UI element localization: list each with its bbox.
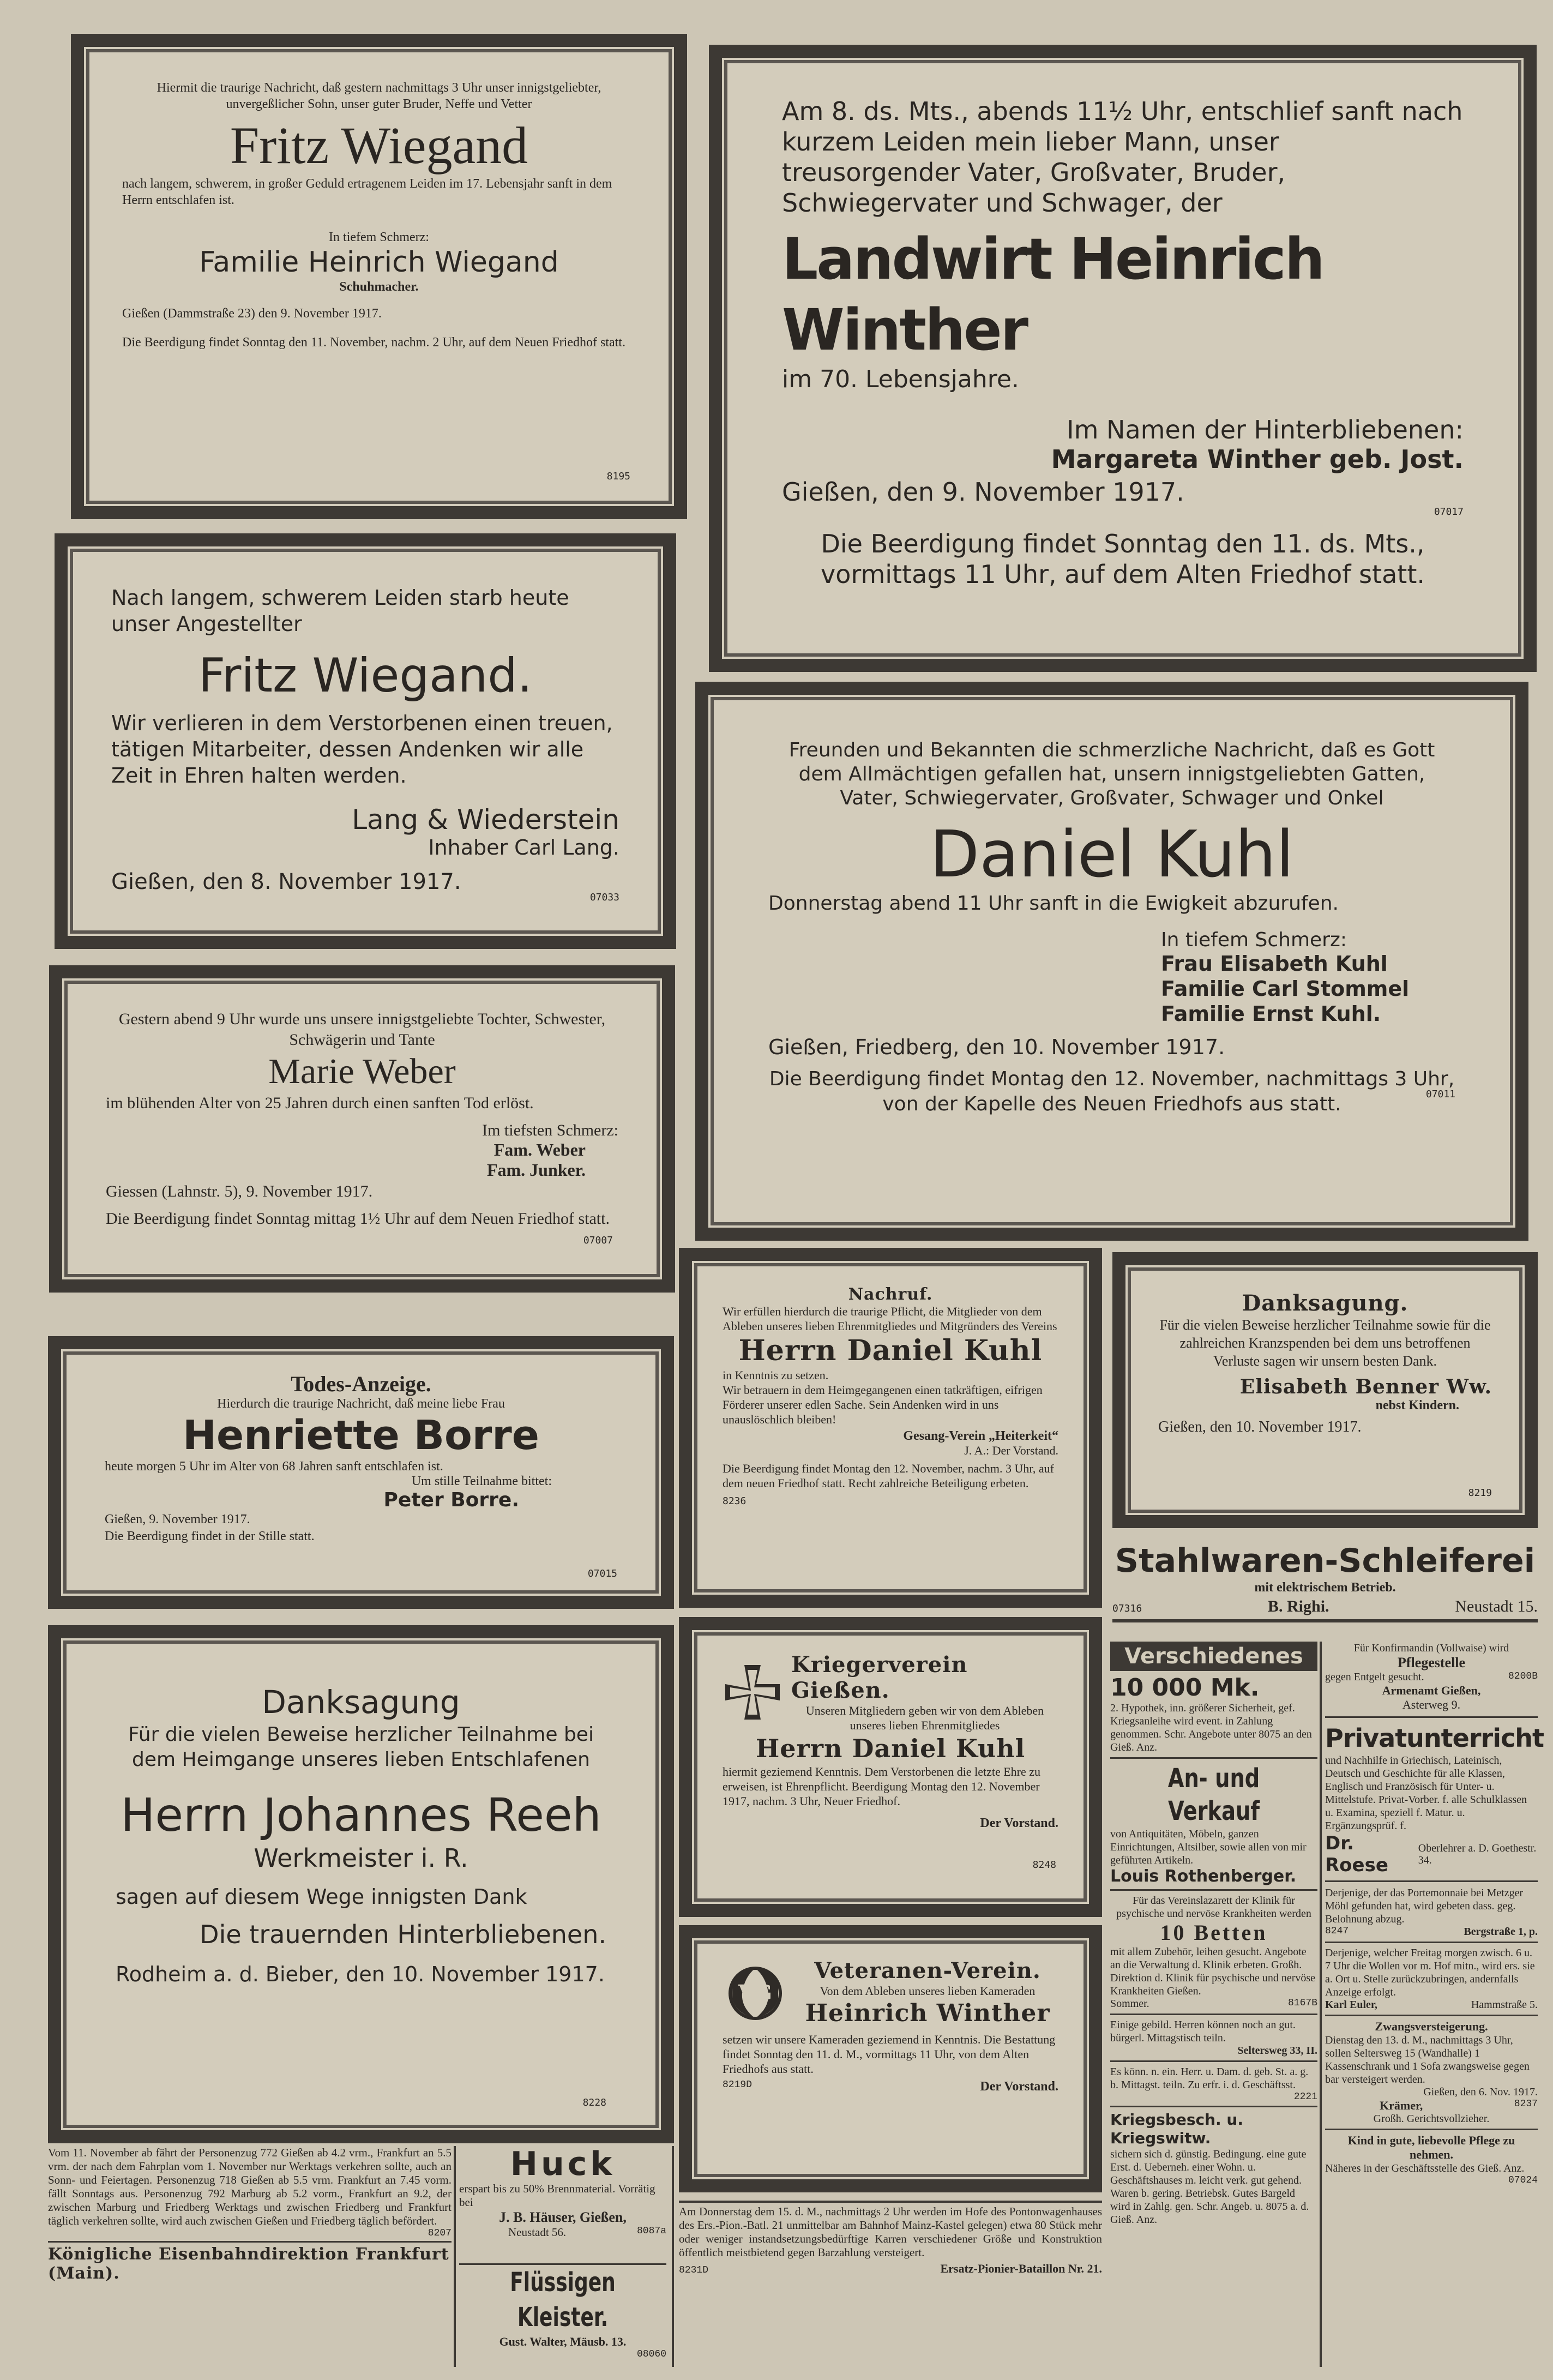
dame-code: 2221 — [1293, 2091, 1317, 2102]
place-date: Gießen, 9. November 1917. — [105, 1512, 250, 1526]
thanks-johannes-reeh — [48, 1625, 674, 2143]
body-text: Für die vielen Beweise herzlicher Teilnahme sowie für die zahlreichen Kranzspenden bei dem uns betroffenen Verluste sagen wir unsern besten Dank. — [1159, 1317, 1491, 1369]
konfirmandin-who: Armenamt Gießen, — [1382, 1684, 1481, 1697]
family-profession: Schuhmacher. — [339, 280, 419, 294]
family-1: Fam. Weber — [493, 1140, 586, 1159]
family-3: Familie Ernst Kuhl. — [1161, 1002, 1381, 1026]
body-text: Wir verlieren in dem Verstorbenen einen treuen, tätigen Mitarbeiter, dessen Andenken wir alle Zeit in Ehren halten werden. — [111, 711, 613, 788]
address: Neustadt 56. — [508, 2226, 567, 2239]
betten-code: 8167B — [1287, 1998, 1317, 2009]
obituary-kriegerverein — [679, 1617, 1102, 1917]
board-signature: Der Vorstand. — [980, 1816, 1058, 1830]
deceased-name: Landwirt Heinrich Winther — [782, 226, 1323, 363]
intro-text: Freunden und Bekannten die schmerzliche Nachricht, daß es Gott dem Allmächtigen gefallen hat, unsern innigstgeliebten Gatten, Vater, Schwiegervater, Großvater, Schwager und Onkel — [788, 739, 1435, 809]
auction-title: Zwangsversteigerung. — [1375, 2020, 1488, 2033]
obituary-fritz-wiegand-employer — [55, 533, 676, 949]
intro-text: Hierdurch die traurige Nachricht, daß meine liebe Frau — [217, 1397, 505, 1411]
ad-code: 07017 — [1434, 506, 1464, 518]
ad-code: 07015 — [587, 1568, 617, 1579]
burial-info: Die Beerdigung findet Sonntag mittag 1½ Uhr auf dem Neuen Friedhof statt. — [106, 1210, 610, 1228]
place-date: Gießen, Friedberg, den 10. November 1917. — [768, 1035, 1225, 1059]
obituary-fritz-wiegand-family — [71, 34, 687, 519]
obituary-veteranen-verein — [679, 1925, 1102, 2192]
ad-title: Danksagung — [262, 1684, 460, 1721]
signer: Die trauernden Hinterbliebenen. — [200, 1920, 606, 1949]
body-text: Für die vielen Beweise herzlicher Teilnahme bei dem Heimgange unseres lieben Entschlafenen — [128, 1723, 594, 1771]
seller: J. B. Häuser, Gießen, — [499, 2209, 627, 2225]
herren-address: Seltersweg 33, II. — [1237, 2045, 1317, 2057]
classifieds-verschiedenes — [1110, 1642, 1317, 2367]
club-name: Gesang-Verein „Heiterkeit“ — [903, 1429, 1058, 1443]
obituary-marie-weber — [49, 965, 675, 1293]
obituary-daniel-kuhl — [695, 682, 1528, 1241]
ad-code: 8231D — [679, 2265, 709, 2276]
owner: B. Righi. — [1268, 1597, 1329, 1615]
ad-code: 8219 — [1468, 1487, 1492, 1499]
board-signature: J. A.: Der Vorstand. — [964, 1444, 1058, 1457]
column-divider — [454, 2146, 456, 2367]
burial-info: Die Beerdigung findet Sonntag den 11. ds. Mts., vormittags 11 Uhr, auf dem Alten Friedhof statt. — [821, 529, 1425, 589]
railway-notice — [48, 2146, 452, 2367]
intro-text: Gestern abend 9 Uhr wurde uns unsere innigstgeliebte Tochter, Schwester, Schwägerin und Tante — [118, 1010, 606, 1049]
auction-role: Großh. Gerichtsvollzieher. — [1373, 2113, 1490, 2125]
classifieds-right-column — [1325, 1642, 1544, 2367]
ask-line: Um stille Teilnahme bittet: — [411, 1474, 552, 1488]
intro-text: Nach langem, schwerem Leiden starb heute unser Angestellter — [111, 586, 569, 636]
burial-info: Die Beerdigung findet Montag den 12. November, nachmittags 3 Uhr, von der Kapelle des Neuen Friedhofs aus statt. — [769, 1068, 1455, 1115]
signer: Elisabeth Benner Ww. — [1239, 1375, 1492, 1398]
deceased-name: Herrn Daniel Kuhl — [738, 1334, 1043, 1367]
signer: Ersatz-Pionier-Bataillon Nr. 21. — [940, 2262, 1102, 2275]
column-divider — [1320, 1642, 1322, 2367]
body-text-2: in Kenntnis zu setzen. — [723, 1368, 829, 1382]
firm-name: Lang & Wiederstein — [352, 804, 619, 836]
deceased-name: Fritz Wiegand — [230, 116, 528, 175]
deceased-name: Marie Weber — [268, 1051, 456, 1091]
body-text: Am Donnerstag dem 15. d. M., nachmittags 2 Uhr werden im Hofe des Pontonwagenhauses des Ers.-Pion.-Batl. 21 unmittelbar am Bahnhof Mainz-Kastel gelegen) etwa 80 Stück mehr oder weniger instandsetzungsbedürftige Karren verschiedener Größe und Konstruktion öffentlich meistbietend gegen Barzahlung versteigert. — [679, 2205, 1102, 2259]
ad-code: 8248 — [1032, 1859, 1056, 1871]
grief-line: In tiefem Schmerz: — [329, 230, 429, 244]
betten-signer: Sommer. — [1110, 1998, 1149, 2010]
obituary-nachruf-gesangverein — [679, 1248, 1102, 1608]
ad-title: Todes-Anzeige. — [291, 1372, 431, 1396]
betten-title: 10 Betten — [1160, 1920, 1268, 1945]
signer: Königliche Eisenbahndirektion Frankfurt (Main). — [48, 2245, 449, 2283]
dame-text: Es könn. n. ein. Herr. u. Dam. d. geb. St. a. g. b. Mittagst. teiln. Zu erfr. i. d. Geschäftsst. — [1110, 2066, 1309, 2091]
deceased-name: Fritz Wiegand. — [198, 648, 533, 703]
privat-name: Dr. Roese — [1325, 1832, 1388, 1876]
ad-code: 8207 — [428, 2228, 452, 2239]
betten-text: mit allem Zubehör, leihen gesucht. Angebote an die Verwaltung d. Klinik erbeten. Großh. Direktion d. Klinik für psychische und nervöse Krankheiten Gießen. — [1110, 1946, 1316, 1997]
grief-line: In tiefem Schmerz: — [1161, 929, 1347, 951]
lost-text-1: Derjenige, der das Portemonnaie bei Metzger Möhl gefunden hat, wird gebeten dass. geg. Belohnung abzug. — [1325, 1887, 1524, 1925]
konfirmandin-text-2: gegen Entgelt gesucht. — [1325, 1671, 1424, 1683]
auction-who: Krämer, — [1380, 2099, 1423, 2112]
section-header: Verschiedenes — [1110, 1642, 1317, 1671]
ad-code: 07007 — [583, 1235, 613, 1246]
body-text: Vom 11. November ab fährt der Personenzug 772 Gießen ab 4.2 vrm., Frankfurt an 5.5 vrm. der nach dem Fahrplan vom 1. November nur Werktags verkehren sollte, auch an Sonn- und Feiertagen. Personenzug 718 Gießen ab 5.5 vrm. Frankfurt an 7.45 vorm. fällt Sonntags aus. Personenzug 792 Marburg ab 5.2 vorm., Frankfurt an 9.2, der zwischen Marburg und Friedberg Werktags und zwischen Friedberg und Frankfurt täglich verkehren sollte, wird auch zwischen Gießen und Friedberg täglich befördert. — [48, 2146, 452, 2227]
lost-name-2: Karl Euler, — [1325, 1999, 1377, 2011]
lost-address-1: Bergstraße 1, p. — [1464, 1926, 1538, 1938]
ad-title: Danksagung. — [1242, 1290, 1408, 1316]
address: Neustadt 15. — [1455, 1597, 1538, 1615]
intro-text: Am 8. ds. Mts., abends 11½ Uhr, entschlief sanft nach kurzem Leiden mein lieber Mann, unser treusorgender Vater, Großvater, Bruder, Schwiegervater und Schwager, der — [782, 97, 1463, 218]
ad-code: 07316 — [1112, 1603, 1142, 1614]
ad-code: 08060 — [636, 2349, 666, 2360]
ad-code: 8087a — [636, 2226, 666, 2237]
ad-code: 8219D — [723, 2080, 753, 2090]
family-1: Frau Elisabeth Kuhl — [1161, 952, 1388, 976]
lazarett-text: Für das Vereinslazarett der Klinik für psychische und nervöse Krankheiten werden — [1116, 1895, 1311, 1920]
signer: Margareta Winther geb. Jost. — [1051, 444, 1464, 474]
family-2: Fam. Junker. — [486, 1160, 586, 1180]
ad-title: Kriegerverein Gießen. — [791, 1652, 968, 1703]
ad-title: Veteranen-Verein. — [814, 1958, 1041, 1984]
ankauf-text: von Antiquitäten, Möbeln, ganzen Einrichtungen, Altsilber, sowie allen von mir geführten Artikeln. — [1110, 1828, 1307, 1866]
obituary-henriette-borre — [48, 1336, 674, 1609]
deceased-title: Werkmeister i. R. — [254, 1843, 468, 1873]
ad-subtitle: mit elektrischem Betrieb. — [1254, 1580, 1396, 1595]
burial-info: Die Beerdigung findet in der Stille statt. — [105, 1529, 315, 1543]
body-text: Donnerstag abend 11 Uhr sanft in die Ewigkeit abzurufen. — [768, 892, 1339, 915]
deceased-name: Heinrich Winther — [805, 1999, 1050, 2027]
place-date: Gießen (Dammstraße 23) den 9. November 1917. — [122, 306, 382, 321]
svg-text:VG: VG — [738, 1980, 772, 2005]
kriegs-title: Kriegsbesch. u. Kriegswitw. — [1110, 2111, 1243, 2147]
place-date: Rodheim a. d. Bieber, den 10. November 1917. — [116, 1962, 605, 1986]
lost-text-2: Derjenige, welcher Freitag morgen zwisch. 6 u. 7 Uhr die Wollen vor m. Hof mitn., wird ers. sie a. Ort u. Stelle zurückzubringen, andernfalls Anzeige erfolgt. — [1325, 1947, 1535, 1998]
body-text-2: setzen wir unsere Kameraden geziemend in Kenntnis. Die Bestattung findet Sonntag den 11. d. M., vormittags 11 Uhr, von dem Alten Friedhofs aus statt. — [723, 2033, 1056, 2076]
pflege-code: 07024 — [1508, 2175, 1538, 2186]
privat-address: Oberlehrer a. D. Goethestr. 34. — [1418, 1842, 1537, 1866]
body-text: erspart bis zu 50% Brennmaterial. Vorrätig bei — [459, 2182, 655, 2209]
ankauf-name: Louis Rothenberger. — [1110, 1867, 1297, 1886]
body-text: heute morgen 5 Uhr im Alter von 68 Jahren sanft entschlafen ist. — [105, 1459, 443, 1474]
ad-code: 8236 — [723, 1495, 747, 1507]
family-name: Familie Heinrich Wiegand — [199, 246, 559, 279]
privat-text: und Nachhilfe in Griechisch, Lateinisch, Deutsch und Geschichte für alle Klassen, Englisch und Französisch für Unter- u. Mittelstufe. Privat-Vorber. f. alle Schulklassen u. Examina, speziell f. Matur. u. Ergänzungsprüf. f. — [1325, 1754, 1527, 1832]
ad-title: Huck — [510, 2145, 616, 2183]
konfirmandin-text: Für Konfirmandin (Vollwaise) wird — [1353, 1642, 1509, 1654]
ad-huck — [459, 2146, 666, 2261]
ad-code: 8195 — [606, 471, 630, 482]
ad-title: Flüssigen Kleister. — [510, 2267, 616, 2333]
deceased-name: Herrn Johannes Reeh — [121, 1788, 601, 1842]
konfirmandin-address: Asterweg 9. — [1402, 1698, 1461, 1711]
place-date: Gießen, den 10. November 1917. — [1158, 1419, 1362, 1435]
konfirmandin-code: 8200B — [1508, 1671, 1538, 1682]
body-text-2: hiermit geziemend Kenntnis. Dem Verstorbenen die letzte Ehre zu erweisen, ist Ehrenpflicht. Beerdigung Montag den 12. November 1917, nachm. 3 Uhr, Neuer Friedhof. — [723, 1765, 1040, 1808]
body-text: Unseren Mitgliedern geben wir von dem Ableben unseres lieben Ehrenmitgliedes — [805, 1704, 1044, 1732]
amount-text: 2. Hypothek, inn. größerer Sicherheit, gef. Kriegsanleihe wird event. in Zahlung genommen. Schr. Angebote unter 8075 an den Gieß. Anz. — [1110, 1702, 1312, 1753]
place-date: Giessen (Lahnstr. 5), 9. November 1917. — [106, 1182, 373, 1200]
amount: 10 000 Mk. — [1110, 1674, 1260, 1702]
ad-title: Stahlwaren-Schleiferei — [1115, 1542, 1536, 1580]
body-text: im blühenden Alter von 25 Jahren durch einen sanften Tod erlöst. — [106, 1094, 534, 1112]
body-text-3: Wir betrauern in dem Heimgegangenen einen tatkräftigen, eifrigen Förderer unserer edlen Sache. Sein Andenken wird in uns unauslöschlich bleiben! — [723, 1383, 1043, 1426]
herren-text: Einige gebild. Herren können noch an gut. bürgerl. Mittagstisch teiln. — [1110, 2019, 1296, 2044]
firm-owner: Inhaber Carl Lang. — [428, 836, 619, 860]
veteran-emblem-icon — [723, 1961, 788, 2026]
pflege-title: Kind in gute, liebevolle Pflege zu nehmen. — [1347, 2133, 1515, 2161]
place-date: Gießen, den 9. November 1917. — [782, 477, 1184, 507]
burial-info: Die Beerdigung findet Montag den 12. November, nachm. 3 Uhr, auf dem neuen Friedhof statt. Recht zahlreiche Beteiligung erbeten. — [723, 1462, 1054, 1490]
ankauf-title: An- und Verkauf — [1167, 1763, 1260, 1826]
thanks-elisabeth-benner — [1112, 1252, 1538, 1528]
auction-place: Gießen, den 6. Nov. 1917. — [1423, 2086, 1538, 2098]
board-signature: Der Vorstand. — [980, 2080, 1058, 2094]
body-text: Wir erfüllen hierdurch die traurige Pflicht, die Mitglieder von dem Ableben unseres lieben Ehrenmitgliedes und Mitgründers des Vereins — [723, 1305, 1057, 1333]
column-divider — [672, 2146, 674, 2367]
signer-sub: nebst Kindern. — [1375, 1398, 1459, 1413]
auction-text: Dienstag den 13. d. M., nachmittags 3 Uhr, sollen Seltersweg 15 (Wandhalle) 1 Kassenschrank und 1 Sofa zwangsweise gegen bar versteigert werden. — [1325, 2034, 1530, 2085]
ad-pionier-auction — [679, 2201, 1102, 2367]
age-line: im 70. Lebensjahre. — [782, 365, 1019, 393]
body-text-2: sagen auf diesem Wege innigsten Dank — [116, 1885, 527, 1909]
ad-code: 07033 — [589, 892, 619, 903]
iron-cross-icon — [723, 1662, 782, 1722]
ad-code: 8228 — [582, 2097, 606, 2108]
lost-address-2: Hammstraße 5. — [1471, 1999, 1538, 2011]
body-text: nach langem, schwerem, in großer Geduld ertragenem Leiden im 17. Lebensjahr sanft in dem Herrn entschlafen ist. — [122, 177, 612, 207]
ad-kleister — [459, 2263, 666, 2367]
lost-code-1: 8247 — [1325, 1926, 1349, 1937]
pflege-text: Näheres in der Geschäftsstelle des Gieß. Anz. — [1325, 2162, 1525, 2174]
ad-stahlwaren-schleiferei — [1112, 1541, 1538, 1634]
deceased-name: Henriette Borre — [183, 1412, 539, 1459]
privat-title: Privatunterricht — [1325, 1723, 1544, 1753]
kriegs-text: sichern sich d. günstig. Bedingung. eine gute Erst. d. Ueberneh. einer Wohn. u. Geschäftshauses m. leicht verk. gut gehend. Waren b. gering. Betriebsk. Gutes Bargeld wird in Zahlg. gen. Schr. Angeb. u. 8075 a. d. Gieß. Anz. — [1110, 2148, 1309, 2226]
ad-title: Nachruf. — [848, 1285, 933, 1304]
place-date: Gießen, den 8. November 1917. — [111, 869, 461, 894]
konfirmandin-title: Pflegestelle — [1397, 1655, 1466, 1670]
burial-info: Die Beerdigung findet Sonntag den 11. November, nachm. 2 Uhr, auf dem Neuen Friedhof statt. — [122, 335, 625, 350]
auction-code: 8237 — [1514, 2099, 1538, 2109]
obituary-heinrich-winther — [709, 45, 1537, 672]
ad-code: 07011 — [1425, 1089, 1455, 1100]
signer: Peter Borre. — [383, 1489, 519, 1511]
on-behalf-line: Im Namen der Hinterbliebenen: — [1067, 415, 1464, 444]
deceased-name: Herrn Daniel Kuhl — [755, 1734, 1026, 1763]
grief-line: Im tiefsten Schmerz: — [482, 1121, 618, 1139]
deceased-name: Daniel Kuhl — [930, 816, 1294, 892]
body-text: Von dem Ableben unseres lieben Kameraden — [820, 1984, 1036, 1998]
intro-text: Hiermit die traurige Nachricht, daß gestern nachmittags 3 Uhr unser innigstgeliebter, unvergeßlicher Sohn, unser guter Bruder, Neffe und Vetter — [156, 81, 601, 111]
family-2: Familie Carl Stommel — [1161, 977, 1410, 1001]
seller: Gust. Walter, Mäusb. 13. — [499, 2335, 627, 2348]
